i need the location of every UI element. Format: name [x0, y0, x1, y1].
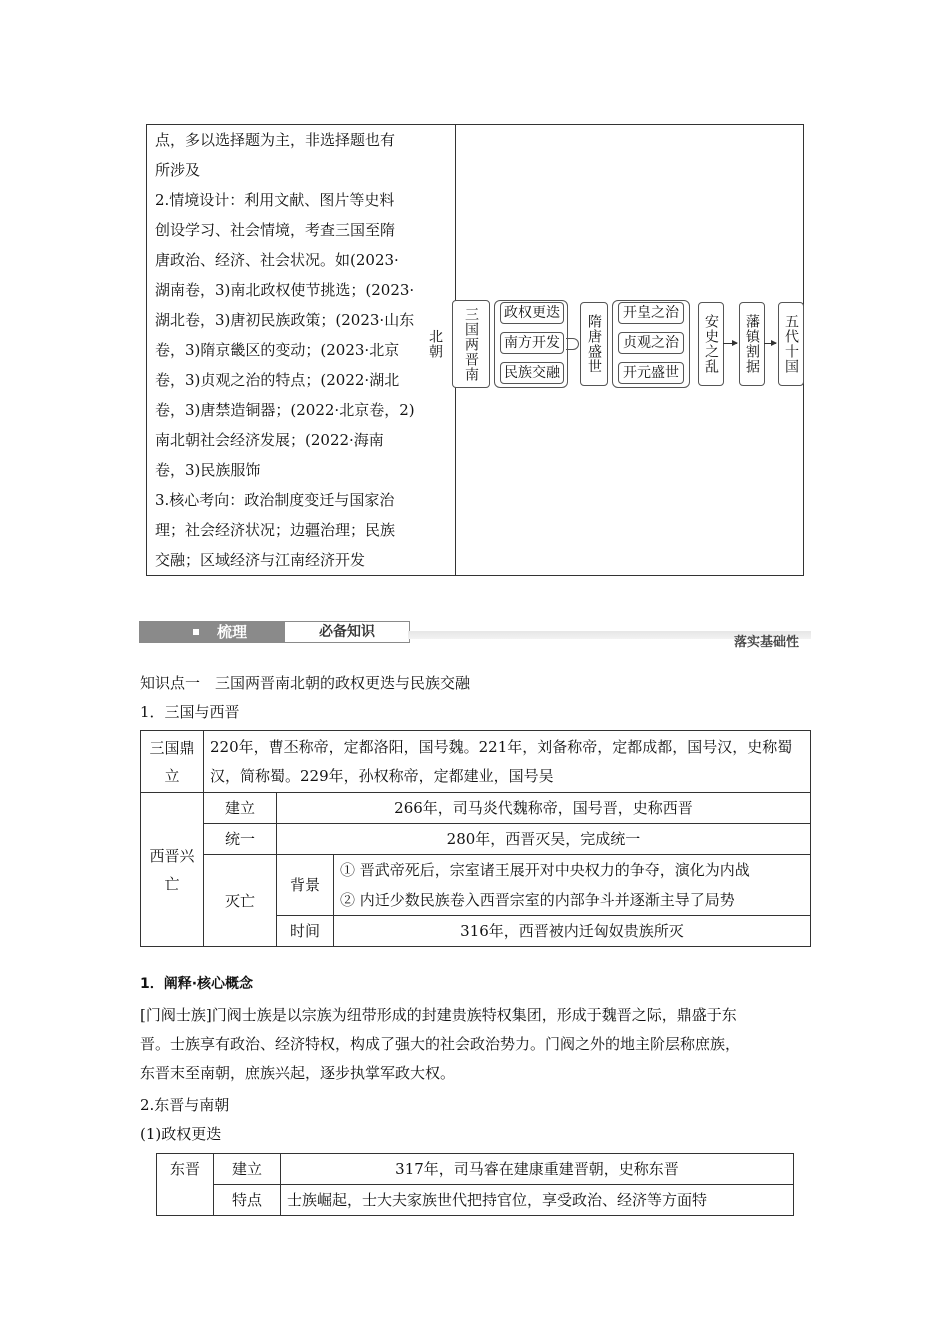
- exam-notes: [155, 125, 447, 575]
- flow-item-minzu: 民族交融: [500, 362, 564, 384]
- shijian-text: 316年，西晋被内迁匈奴贵族所灭: [334, 916, 811, 947]
- flow-item-zhenguan: 贞观之治: [618, 332, 684, 354]
- label-beijing: 背景: [277, 855, 334, 916]
- dongjin-table: [156, 1153, 794, 1216]
- core-concept-text: [140, 1001, 812, 1088]
- note-line: 卷，3)隋京畿区的变动；(2023·北京: [155, 341, 400, 359]
- flow-item-kaiyuan: 开元盛世: [618, 362, 684, 384]
- note-line: 湖北卷，3)唐初民族政策；(2023·山东: [155, 311, 415, 329]
- note-line: 卷，3)唐禁造铜器；(2022·北京卷，2): [155, 401, 415, 419]
- subsection-title: 1．三国与西晋: [140, 703, 240, 721]
- row-header-xijin: 西晋兴亡: [141, 793, 204, 947]
- arrow-2: [764, 343, 776, 344]
- flow-start-box: 三国两晋南北朝: [452, 300, 490, 388]
- three-kingdoms-table: [140, 730, 811, 947]
- section-title: 知识点一 三国两晋南北朝的政权更迭与民族交融: [140, 674, 471, 692]
- beijing-line-2: ② 内迁少数民族卷入西晋宗室的内部争斗并逐渐主导了局势: [340, 891, 735, 909]
- subsection-zhengquan: (1)政权更迭: [140, 1125, 222, 1143]
- note-line: 所涉及: [155, 161, 201, 179]
- flow-item-zhengquan: 政权更迭: [500, 302, 564, 324]
- flow-item-kaihuang: 开皇之治: [618, 302, 684, 324]
- label-miewang: 灭亡: [204, 855, 277, 947]
- label-jianli-2: 建立: [214, 1154, 281, 1185]
- note-line: 创设学习、社会情境，考查三国至隋: [155, 221, 396, 239]
- row-header-sanguo: 三国鼎立: [141, 731, 204, 793]
- label-tedian: 特点: [214, 1185, 281, 1216]
- beijing-cell: [334, 855, 811, 916]
- arrow-1: [723, 343, 737, 344]
- note-line: 唐政治、经济、社会状况。如(2023·: [155, 251, 399, 269]
- banner-label-bar: [139, 621, 284, 643]
- tedian-text: 士族崛起，士大夫家族世代把持官位，享受政治、经济等方面特: [281, 1185, 794, 1216]
- subsection-dongjin: 2.东晋与南朝: [140, 1096, 230, 1114]
- brace-connector: [566, 338, 579, 350]
- note-line: 交融；区域经济与江南经济开发: [155, 551, 366, 569]
- flow-wudai-box: 五代十国: [778, 302, 804, 386]
- tongyi-text: 280年，西晋灭吴，完成统一: [277, 824, 811, 855]
- jianli-text-2: 317年，司马睿在建康重建晋朝，史称东晋: [281, 1154, 794, 1185]
- note-line: 卷，3)贞观之治的特点；(2022·湖北: [155, 371, 400, 389]
- note-line: 2.情境设计：利用文献、图片等史料: [155, 191, 395, 209]
- flow-fanzhen-box: 藩镇割据: [739, 302, 765, 386]
- section-banner: [139, 621, 811, 649]
- core-line: 晋。士族享有政治、经济特权，构成了强大的社会政治势力。门阀之外的地主阶层称庶族，: [140, 1035, 741, 1053]
- core-line: 东晋末至南朝，庶族兴起，逐步执掌军政大权。: [140, 1064, 456, 1082]
- sanguo-text: 220年，曹丕称帝，定都洛阳，国号魏。221年，刘备称帝，定都成都，国号汉，史称蜀汉，简称蜀。229年，孙权称帝，定都建业，国号吴: [204, 731, 811, 793]
- flow-anshi-box: 安史之乱: [698, 302, 724, 386]
- row-header-dongjin: 东晋: [157, 1154, 214, 1216]
- core-concept-title: 1．阐释·核心概念: [140, 976, 254, 992]
- flow-sui-tang-box: 隋唐盛世: [580, 302, 608, 386]
- beijing-line-1: ① 晋武帝死后，宗室诸王展开对中央权力的争夺，演化为内战: [340, 861, 750, 879]
- banner-right-label: 落实基础性: [733, 635, 799, 650]
- square-icon: [193, 629, 199, 635]
- note-line: 湖南卷，3)南北政权使节挑选；(2023·: [155, 281, 415, 299]
- label-shijian: 时间: [277, 916, 334, 947]
- label-tongyi: 统一: [204, 824, 277, 855]
- note-line: 理；社会经济状况；边疆治理；民族: [155, 521, 396, 539]
- note-line: 点，多以选择题为主，非选择题也有: [155, 131, 396, 149]
- note-line: 南北朝社会经济发展；(2022·海南: [155, 431, 384, 449]
- jianli-text: 266年，司马炎代魏称帝，国号晋，史称西晋: [277, 793, 811, 824]
- exam-notes-cell: [147, 125, 456, 576]
- flow-item-nanfang: 南方开发: [500, 332, 564, 354]
- core-line: [门阀士族]门阀士族是以宗族为纽带形成的封建贵族特权集团，形成于魏晋之际，鼎盛于东: [140, 1006, 737, 1024]
- note-line: 3.核心考向：政治制度变迁与国家治: [155, 491, 395, 509]
- banner-sub: 必备知识: [284, 621, 410, 643]
- banner-label: 梳理: [217, 623, 248, 641]
- note-line: 卷，3)民族服饰: [155, 461, 261, 479]
- label-jianli: 建立: [204, 793, 277, 824]
